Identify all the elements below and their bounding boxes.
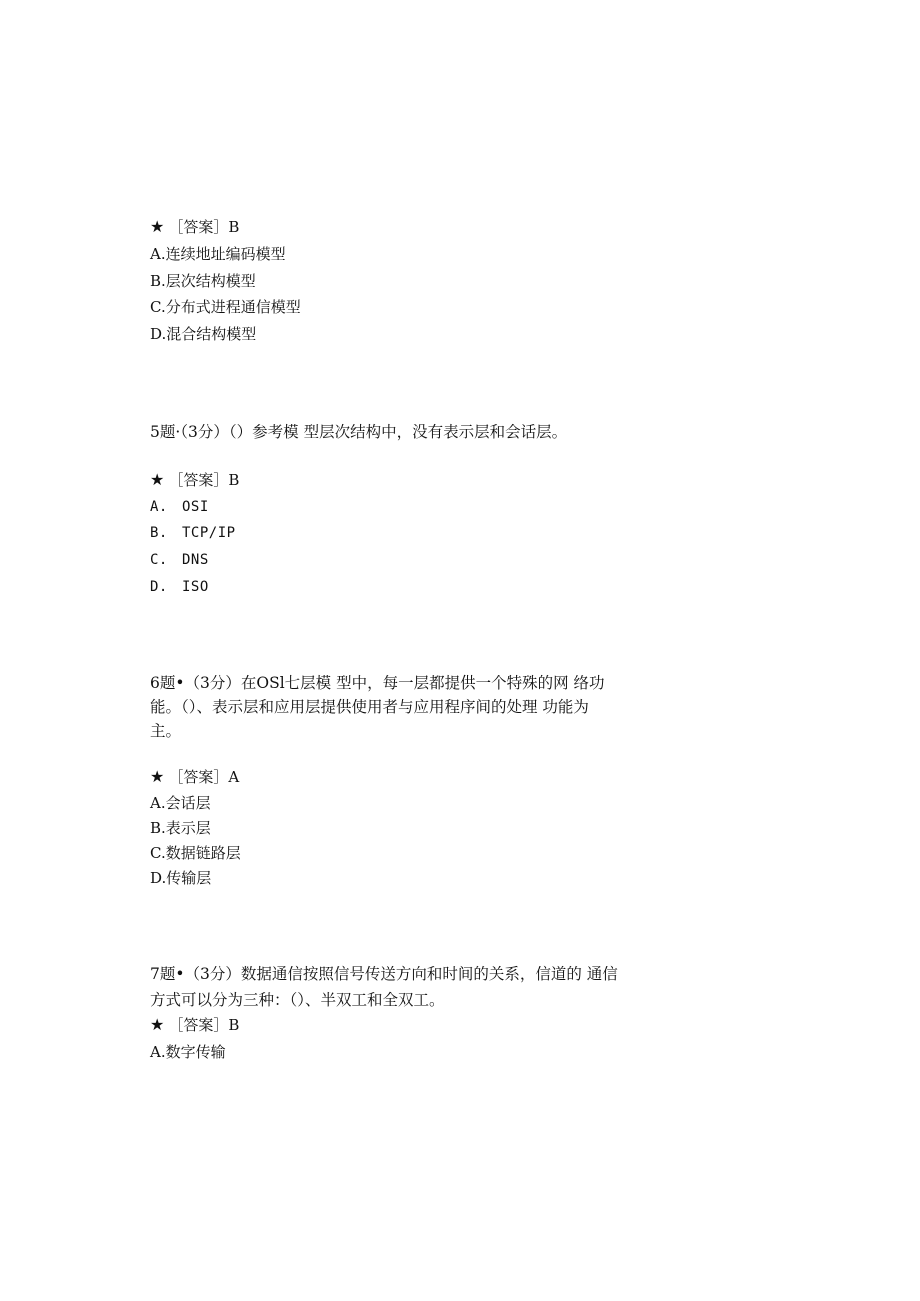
- star-icon: ★: [150, 767, 165, 786]
- option-letter: D.: [150, 579, 168, 595]
- option-text: DNS: [182, 552, 209, 568]
- option-q5-b: [150, 523, 236, 543]
- option-q6-b: B.表示层: [150, 819, 211, 837]
- question-5-text: 5题·（3分）（）参考模 型层次结构中，没有表示层和会话层。: [150, 423, 568, 441]
- star-icon: ★: [150, 470, 165, 489]
- question-6-line-3: 主。: [150, 722, 182, 740]
- option-q6-c: C.数据链路层: [150, 844, 241, 862]
- option-q5-c: [150, 550, 209, 570]
- question-7-line-1: 7题•（3分）数据通信按照信号传送方向和时间的关系，信道的 通信: [150, 965, 618, 983]
- answer-line-q4: [150, 217, 239, 237]
- option-q4-b: B.层次结构模型: [150, 272, 256, 290]
- star-icon: ★: [150, 217, 165, 236]
- option-text: ISO: [182, 579, 209, 595]
- answer-text: ［答案］B: [168, 1016, 240, 1034]
- answer-line-q7: [150, 1015, 239, 1035]
- answer-text: ［答案］B: [168, 471, 240, 489]
- option-q4-d: D.混合结构模型: [150, 325, 257, 343]
- option-q5-d: [150, 577, 209, 597]
- option-letter: C.: [150, 552, 168, 568]
- option-q6-a: A.会话层: [150, 794, 211, 812]
- star-icon: ★: [150, 1015, 165, 1034]
- option-text: OSI: [182, 499, 209, 515]
- question-6-line-1: 6题•（3分）在OSl七层模 型中，每一层都提供一个特殊的网 络功: [150, 674, 605, 692]
- option-letter: B.: [150, 525, 168, 541]
- option-q6-d: D.传输层: [150, 869, 212, 887]
- answer-text: ［答案］A: [168, 768, 240, 786]
- option-letter: A.: [150, 499, 168, 515]
- answer-line-q6: [150, 767, 239, 787]
- question-7-line-2: 方式可以分为三种：（）、半双工和全双工。: [150, 991, 445, 1009]
- answer-text: ［答案］B: [168, 218, 240, 236]
- option-q5-a: [150, 497, 209, 517]
- answer-line-q5: [150, 470, 239, 490]
- option-q7-a: A.数字传输: [150, 1043, 226, 1061]
- option-text: TCP/IP: [182, 525, 236, 541]
- option-q4-a: A.连续地址编码模型: [150, 245, 286, 263]
- option-q4-c: C.分布式进程通信模型: [150, 298, 301, 316]
- question-6-line-2: 能。（）、表示层和应用层提供使用者与应用程序间的处理 功能为: [150, 698, 589, 716]
